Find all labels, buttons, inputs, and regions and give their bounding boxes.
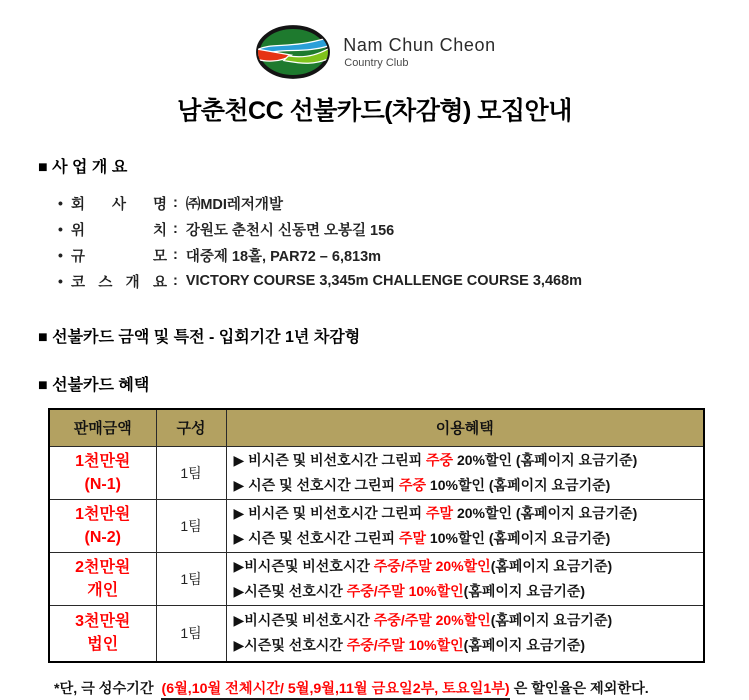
benefit-line: ▶시즌및 선호시간 주중/주말 10%할인(홈페이지 요금기준) — [233, 582, 586, 599]
benefit-line: ▶시즌및 선호시간 주중/주말 10%할인(홈페이지 요금기준) — [233, 637, 586, 654]
bullet-icon: • — [58, 273, 63, 289]
item-label: 코 스 개 요 — [71, 274, 167, 291]
section-heading-benefit: ■ 선불카드 혜택 — [38, 377, 150, 394]
exclusion-note — [54, 678, 749, 698]
list-item-company — [58, 190, 749, 216]
team-cell: 1팀 — [156, 552, 226, 605]
note-pre: *단, 극 성수기간 — [54, 681, 162, 697]
item-label: 규 모 — [71, 248, 167, 265]
team-cell: 1팀 — [156, 446, 226, 499]
list-item-course — [58, 268, 749, 294]
section-heading-special: ■ 선불카드 금액 및 특전 - 입회기간 1년 차감형 — [38, 329, 361, 346]
bullet-icon: • — [58, 247, 63, 263]
benefit-line: ▶비시즌및 비선호시간 주중/주말 20%할인(홈페이지 요금기준) — [233, 612, 613, 629]
club-subtitle: Country Club — [344, 57, 409, 69]
benefit-line: ▶비시즌및 비선호시간 주중/주말 20%할인(홈페이지 요금기준) — [233, 557, 613, 574]
bullet-icon: • — [58, 195, 63, 211]
table-header-row — [49, 409, 704, 446]
benefit-table — [48, 408, 705, 663]
club-name: Nam Chun Cheon — [343, 35, 496, 55]
table-row — [49, 499, 704, 552]
note-post: 은 할인율은 제외한다. — [509, 681, 649, 697]
amount-cell: 1천만원 (N-1) — [49, 446, 156, 499]
team-cell: 1팀 — [156, 605, 226, 662]
club-logo-text — [343, 35, 495, 69]
team-cell: 1팀 — [156, 499, 226, 552]
benefit-line: ▶ 시즌 및 선호시간 그린피 주말 10%할인 (홈페이지 요금기준) — [233, 529, 611, 546]
column-header-team: 구성 — [156, 409, 226, 446]
column-header-benefit: 이용혜택 — [226, 409, 704, 446]
overview-list — [58, 190, 749, 294]
table-row — [49, 552, 704, 605]
list-item-location — [58, 216, 749, 242]
item-value: 강원도 춘천시 신동면 오봉길 156 — [185, 222, 395, 239]
item-label: 회 사 명 — [71, 196, 167, 213]
item-colon: : — [173, 221, 178, 237]
page-title: 남춘천CC 선불카드(차감형) 모집안내 — [177, 97, 572, 125]
column-header-amount: 판매금액 — [49, 409, 156, 446]
note-highlight: (6월,10월 전체시간/ 5월,9월,11월 금요일2부, 토요일1부) — [161, 681, 509, 700]
amount-cell: 2천만원 개인 — [49, 552, 156, 605]
amount-cell: 3천만원 법인 — [49, 605, 156, 662]
item-colon: : — [173, 247, 178, 263]
benefit-line: ▶ 비시즌 및 비선호시간 그린피 주말 20%할인 (홈페이지 요금기준) — [233, 504, 638, 521]
amount-cell: 1천만원 (N-2) — [49, 499, 156, 552]
table-row — [49, 605, 704, 662]
club-logo — [0, 0, 749, 80]
benefit-line: ▶ 시즌 및 선호시간 그린피 주중 10%할인 (홈페이지 요금기준) — [233, 476, 611, 493]
benefit-cell — [226, 499, 704, 552]
item-value: ㈜MDI레저개발 — [185, 196, 283, 213]
item-colon: : — [173, 195, 178, 211]
benefit-cell — [226, 552, 704, 605]
item-value: 대중제 18홀, PAR72 – 6,813m — [185, 248, 382, 265]
benefit-cell — [226, 605, 704, 662]
club-logo-icon — [253, 24, 333, 80]
section-heading-overview: ■ 사 업 개 요 — [38, 159, 128, 176]
bullet-icon: • — [58, 221, 63, 237]
table-row — [49, 446, 704, 499]
benefit-cell — [226, 446, 704, 499]
list-item-scale — [58, 242, 749, 268]
benefit-line: ▶ 비시즌 및 비선호시간 그린피 주중 20%할인 (홈페이지 요금기준) — [233, 451, 638, 468]
item-label: 위 치 — [71, 222, 167, 239]
item-value: VICTORY COURSE 3,345m CHALLENGE COURSE 3,468m — [185, 273, 583, 289]
item-colon: : — [173, 273, 178, 289]
